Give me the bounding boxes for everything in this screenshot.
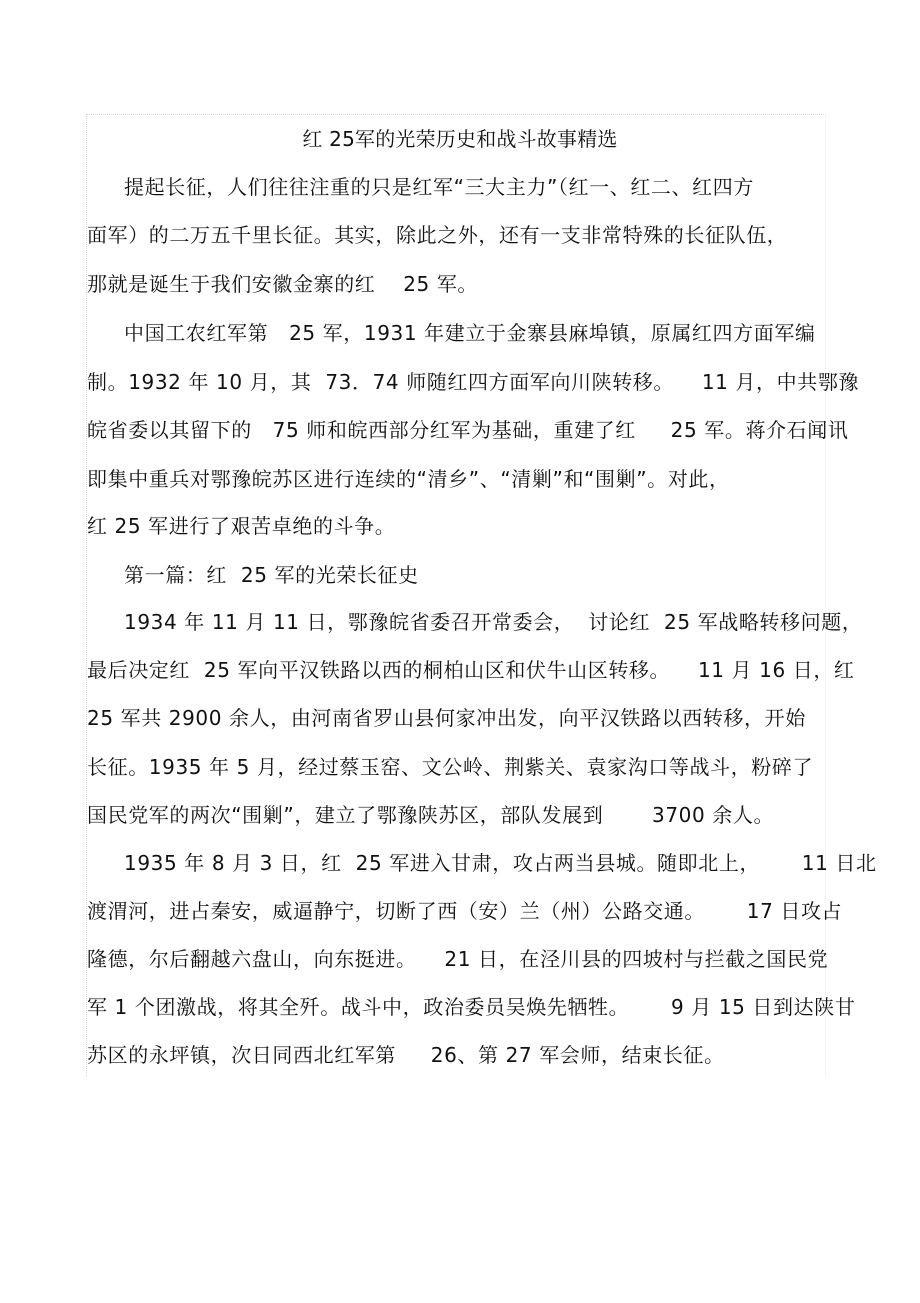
paragraph-1-line-1: 提起长征，人们往往注重的只是红军“三大主力”（红一、红二、红四方 [124, 175, 754, 199]
paragraph-3-line-3: 25 军共 2900 余人，由河南省罗山县何家冲出发，向平汉铁路以西转移，开始 [87, 706, 806, 730]
paragraph-3-line-4: 长征。1935 年 5 月，经过蔡玉窑、文公岭、荆紫关、袁家沟口等战斗，粉碎了 [87, 755, 814, 779]
paragraph-4-line-4: 军 1 个团激战，将其全歼。战斗中，政治委员吴焕先牺牲。 9 月 15 日到达陕甘 [87, 995, 856, 1019]
page-frame [86, 114, 829, 1077]
section-heading: 第一篇：红 25 军的光荣长征史 [124, 563, 419, 587]
paragraph-1-line-3: 那就是诞生于我们安徽金寨的红 25 军。 [87, 272, 479, 296]
paragraph-2-line-5: 红 25 军进行了艰苦卓绝的斗争。 [87, 514, 396, 538]
paragraph-4-line-2: 渡渭河，进占秦安，威逼静宁，切断了西（安）兰（州）公路交通。 17 日攻占 [87, 899, 843, 923]
paragraph-2-line-4: 即集中重兵对鄂豫皖苏区进行连续的“清乡”、“清剿”和“围剿”。对此， [87, 467, 730, 491]
paragraph-1-line-2: 面军）的二万五千里长征。其实，除此之外，还有一支非常特殊的长征队伍， [87, 223, 788, 247]
paragraph-2-line-1: 中国工农红军第 25 军，1931 年建立于金寨县麻埠镇，原属红四方面军编 [124, 321, 816, 345]
paragraph-2-line-2: 制。1932 年 10 月，其 73．74 师随红四方面军向川陕转移。 11 月，中共鄂豫 [87, 370, 860, 394]
paragraph-3-line-2: 最后决定红 25 军向平汉铁路以西的桐柏山区和伏牛山区转移。 11 月 16 日，红 [87, 658, 855, 682]
paragraph-4-line-3: 隆德，尔后翻越六盘山，向东挺进。 21 日，在泾川县的四坡村与拦截之国民党 [87, 947, 829, 971]
paragraph-4-line-1: 1935 年 8 月 3 日，红 25 军进入甘肃，攻占两当县城。随即北上， 11 日北 [124, 851, 877, 875]
paragraph-4-line-5: 苏区的永坪镇，次日同西北红军第 26、第 27 军会师，结束长征。 [87, 1043, 725, 1067]
document-title: 红 25军的光荣历史和战斗故事精选 [302, 127, 618, 151]
paragraph-2-line-3: 皖省委以其留下的 75 师和皖西部分红军为基础，重建了红 25 军。蒋介石闻讯 [87, 418, 849, 442]
paragraph-3-line-5: 国民党军的两次“围剿”，建立了鄂豫陕苏区，部队发展到 3700 余人。 [87, 803, 775, 827]
paragraph-3-line-1: 1934 年 11 月 11 日，鄂豫皖省委召开常委会， 讨论红 25 军战略转移问题， [124, 610, 863, 634]
